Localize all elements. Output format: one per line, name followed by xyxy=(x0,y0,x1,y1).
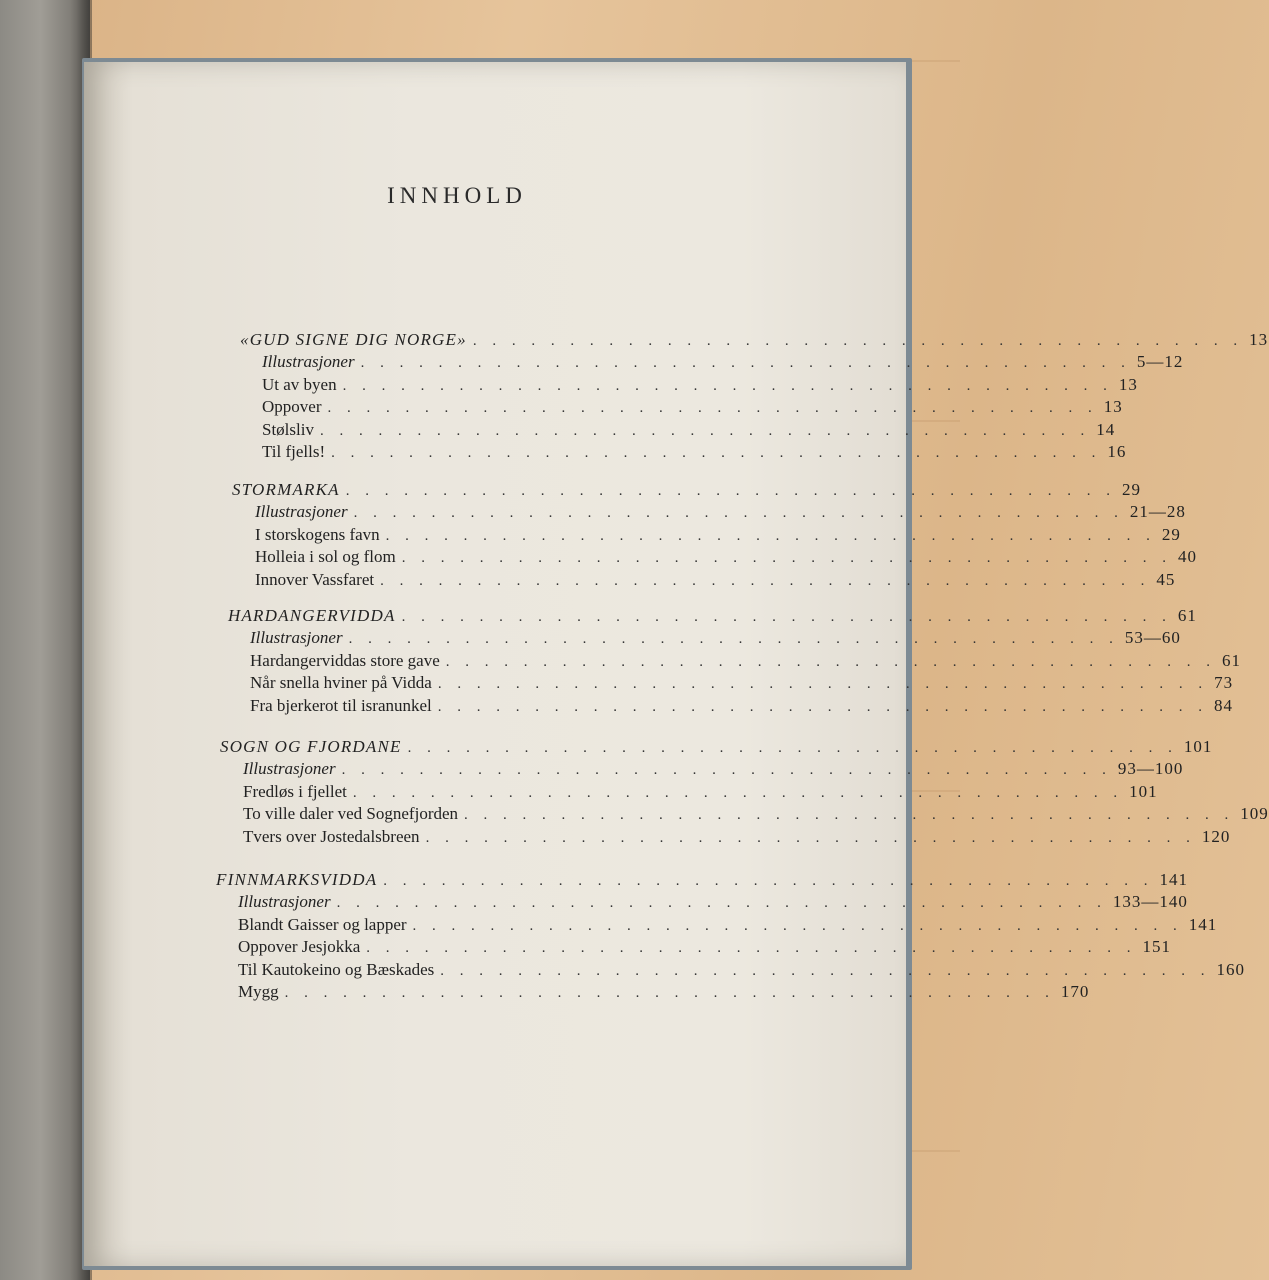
toc-page-number: 133—140 xyxy=(1112,892,1188,912)
toc-page-number: 45 xyxy=(1156,569,1176,589)
toc-entry xyxy=(238,937,1172,958)
toc-section-heading xyxy=(232,480,1142,501)
toc-entry xyxy=(243,826,1231,848)
leader-dots: . . . . . . . . . . . . . . . . . . . . . . . . . . . . . . . . . . . . . . . . xyxy=(336,895,1107,912)
toc-entry xyxy=(255,502,1186,523)
toc-entry xyxy=(250,695,1234,717)
toc-entry xyxy=(255,547,1197,568)
toc-label: Blandt Gaisser og lapper xyxy=(238,914,407,934)
leader-dots: . . . . . . . . . . . . . . . . . . . . . . . . . . . . . . . . . . . . . . . . xyxy=(380,572,1151,589)
toc-section-heading xyxy=(220,737,1213,758)
toc-page-number: 141 xyxy=(1159,870,1189,889)
toc-page-number: 151 xyxy=(1142,937,1172,957)
leader-dots: . . . . . . . . . . . . . . . . . . . . . . . . . . . . . . . . . . . . . . . . xyxy=(401,550,1172,567)
leader-dots: . . . . . . . . . . . . . . . . . . . . . . . . . . . . . . . . . . . . . . . . xyxy=(407,740,1178,756)
toc-label: STORMARKA xyxy=(232,480,340,499)
toc-entry xyxy=(238,982,1090,1003)
toc-page-number: 160 xyxy=(1216,959,1246,979)
leader-dots: . . . . . . . . . . . . . . . . . . . . . . . . . . . . . . . . . . . . . . . . xyxy=(401,609,1172,625)
leader-dots: . . . . . . . . . . . . . . . . . . . . . . . . . . . . . . . . . . . . . . . . xyxy=(445,653,1217,670)
toc-page-number: 13 xyxy=(1249,330,1269,349)
toc-section-heading xyxy=(240,330,1269,351)
toc-page-number: 13 xyxy=(1103,397,1123,417)
toc-entry xyxy=(250,628,1181,649)
leader-dots: . . . . . . . . . . . . . . . . . . . . . . . . . . . . . . . . . . . . . . . . xyxy=(385,527,1156,544)
leader-dots: . . . . . . . . . . . . . . . . . . . . . . . . . . . . . . . . . . . . . . . . xyxy=(319,422,1091,439)
toc-page-number: 21—28 xyxy=(1129,502,1186,522)
leader-dots: . . . . . . . . . . . . . . . . . . . . . . . . . . . . . . . . . . . . . . . . xyxy=(331,445,1102,461)
toc-page-number: 16 xyxy=(1107,442,1127,461)
toc-label: SOGN OG FJORDANE xyxy=(220,737,402,756)
toc-label: Illustrasjoner xyxy=(262,352,355,372)
toc-entry xyxy=(255,569,1176,591)
toc-label: Til Kautokeino og Bæskades xyxy=(238,959,435,979)
toc-label: Oppover Jesjokka xyxy=(238,937,361,957)
toc-entry xyxy=(238,959,1246,981)
leader-dots: . . . . . . . . . . . . . . . . . . . . . . . . . . . . . . . . . . . . . . . . xyxy=(425,829,1196,846)
toc-page-number: 5—12 xyxy=(1136,352,1184,372)
toc-label: Illustrasjoner xyxy=(255,502,348,522)
leader-dots: . . . . . . . . . . . . . . . . . . . . . . . . . . . . . . . . . . . . . . . . xyxy=(464,807,1235,824)
leader-dots: . . . . . . . . . . . . . . . . . . . . . . . . . . . . . . . . . . . . . . . . xyxy=(327,400,1098,417)
toc-page-number: 14 xyxy=(1096,419,1116,439)
toc-page-number: 120 xyxy=(1201,826,1231,846)
toc-entry xyxy=(250,673,1234,694)
toc-entry xyxy=(262,352,1184,373)
leader-dots: . . . . . . . . . . . . . . . . . . . . . . . . . . . . . . . . . . . . . . . . xyxy=(353,505,1124,522)
toc-entry xyxy=(243,781,1158,803)
toc-label: Illustrasjoner xyxy=(250,628,343,648)
toc-page-number: 93—100 xyxy=(1117,759,1184,779)
toc-page-number: 109 xyxy=(1240,804,1269,824)
leader-dots: . . . . . . . . . . . . . . . . . . . . . . . . . . . . . . . . . . . . . . . . xyxy=(345,483,1117,499)
leader-dots: . . . . . . . . . . . . . . . . . . . . . . . . . . . . . . . . . . . . . . . . xyxy=(437,698,1209,715)
toc-label: Når snella hviner på Vidda xyxy=(250,673,432,693)
leader-dots: . . . . . . . . . . . . . . . . . . . . . . . . . . . . . . . . . . . . . . . . xyxy=(437,676,1209,693)
toc-entry xyxy=(262,397,1123,418)
toc-section-heading xyxy=(216,870,1189,891)
leader-dots: . . . . . . . . . . . . . . . . . . . . . . . . . . . . . . . . . . . . . . . . xyxy=(348,631,1119,648)
toc-page-number: 61 xyxy=(1177,606,1197,625)
toc-page-number: 29 xyxy=(1122,480,1142,499)
toc-page-number: 101 xyxy=(1129,781,1158,801)
leader-dots: . . . . . . . . . . . . . . . . . . . . . . . . . . . . . . . . . . . . . . . . xyxy=(383,873,1154,889)
toc-label: Hardangerviddas store gave xyxy=(250,650,440,670)
toc-label: Oppover xyxy=(262,397,322,417)
toc-entry xyxy=(238,892,1188,913)
toc-label: Illustrasjoner xyxy=(238,892,331,912)
toc-page-number: 53—60 xyxy=(1124,628,1181,648)
toc-entry xyxy=(250,650,1242,672)
toc-page-number: 101 xyxy=(1183,737,1213,756)
toc-label: FINNMARKSVIDDA xyxy=(216,870,378,889)
toc-label: «GUD SIGNE DIG NORGE» xyxy=(240,330,467,349)
toc-page-number: 40 xyxy=(1177,547,1197,567)
toc-page-number: 73 xyxy=(1214,673,1234,693)
leader-dots: . . . . . . . . . . . . . . . . . . . . . . . . . . . . . . . . . . . . . . . . xyxy=(360,355,1131,372)
toc-page-number: 84 xyxy=(1214,695,1234,715)
leader-dots: . . . . . . . . . . . . . . . . . . . . . . . . . . . . . . . . . . . . . . . . xyxy=(366,940,1137,957)
toc-label: Stølsliv xyxy=(262,419,314,439)
toc-entry xyxy=(262,419,1116,441)
toc-label: Innover Vassfaret xyxy=(255,569,375,589)
toc-section-heading xyxy=(228,606,1197,627)
toc-entry xyxy=(255,524,1181,546)
toc-page-number: 29 xyxy=(1161,524,1181,544)
toc-label: Fredløs i fjellet xyxy=(243,781,347,801)
toc-label: To ville daler ved Sognefjorden xyxy=(243,804,459,824)
toc-label: Holleia i sol og flom xyxy=(255,547,396,567)
toc-label: Ut av byen xyxy=(262,374,337,394)
toc-label: Illustrasjoner xyxy=(243,759,336,779)
toc-label: Tvers over Jostedalsbreen xyxy=(243,826,420,846)
toc-page-number: 61 xyxy=(1222,650,1242,670)
toc-label: Fra bjerkerot til isranunkel xyxy=(250,695,432,715)
toc-entry xyxy=(238,914,1218,936)
toc-entry xyxy=(262,374,1138,396)
leader-dots: . . . . . . . . . . . . . . . . . . . . . . . . . . . . . . . . . . . . . . . . xyxy=(352,784,1124,801)
toc-page-number: 13 xyxy=(1118,374,1138,394)
leader-dots: . . . . . . . . . . . . . . . . . . . . . . . . . . . . . . . . . . . . . . . . xyxy=(284,985,1055,1001)
toc-label: HARDANGERVIDDA xyxy=(228,606,396,625)
toc-entry xyxy=(262,442,1127,463)
leader-dots: . . . . . . . . . . . . . . . . . . . . . . . . . . . . . . . . . . . . . . . . xyxy=(341,762,1112,779)
leader-dots: . . . . . . . . . . . . . . . . . . . . . . . . . . . . . . . . . . . . . . . . xyxy=(440,962,1211,979)
toc-page-number: 170 xyxy=(1060,982,1090,1001)
toc-label: Mygg xyxy=(238,982,279,1001)
toc-label: I storskogens favn xyxy=(255,524,380,544)
leader-dots: . . . . . . . . . . . . . . . . . . . . . . . . . . . . . . . . . . . . . . . . xyxy=(472,333,1244,349)
toc-label: Til fjells! xyxy=(262,442,326,461)
toc-entry xyxy=(243,759,1184,780)
leader-dots: . . . . . . . . . . . . . . . . . . . . . . . . . . . . . . . . . . . . . . . . xyxy=(342,377,1113,394)
toc-entry xyxy=(243,804,1269,825)
leader-dots: . . . . . . . . . . . . . . . . . . . . . . . . . . . . . . . . . . . . . . . . xyxy=(412,917,1183,934)
page-title: INNHOLD xyxy=(387,183,527,208)
toc-page-number: 141 xyxy=(1188,914,1218,934)
